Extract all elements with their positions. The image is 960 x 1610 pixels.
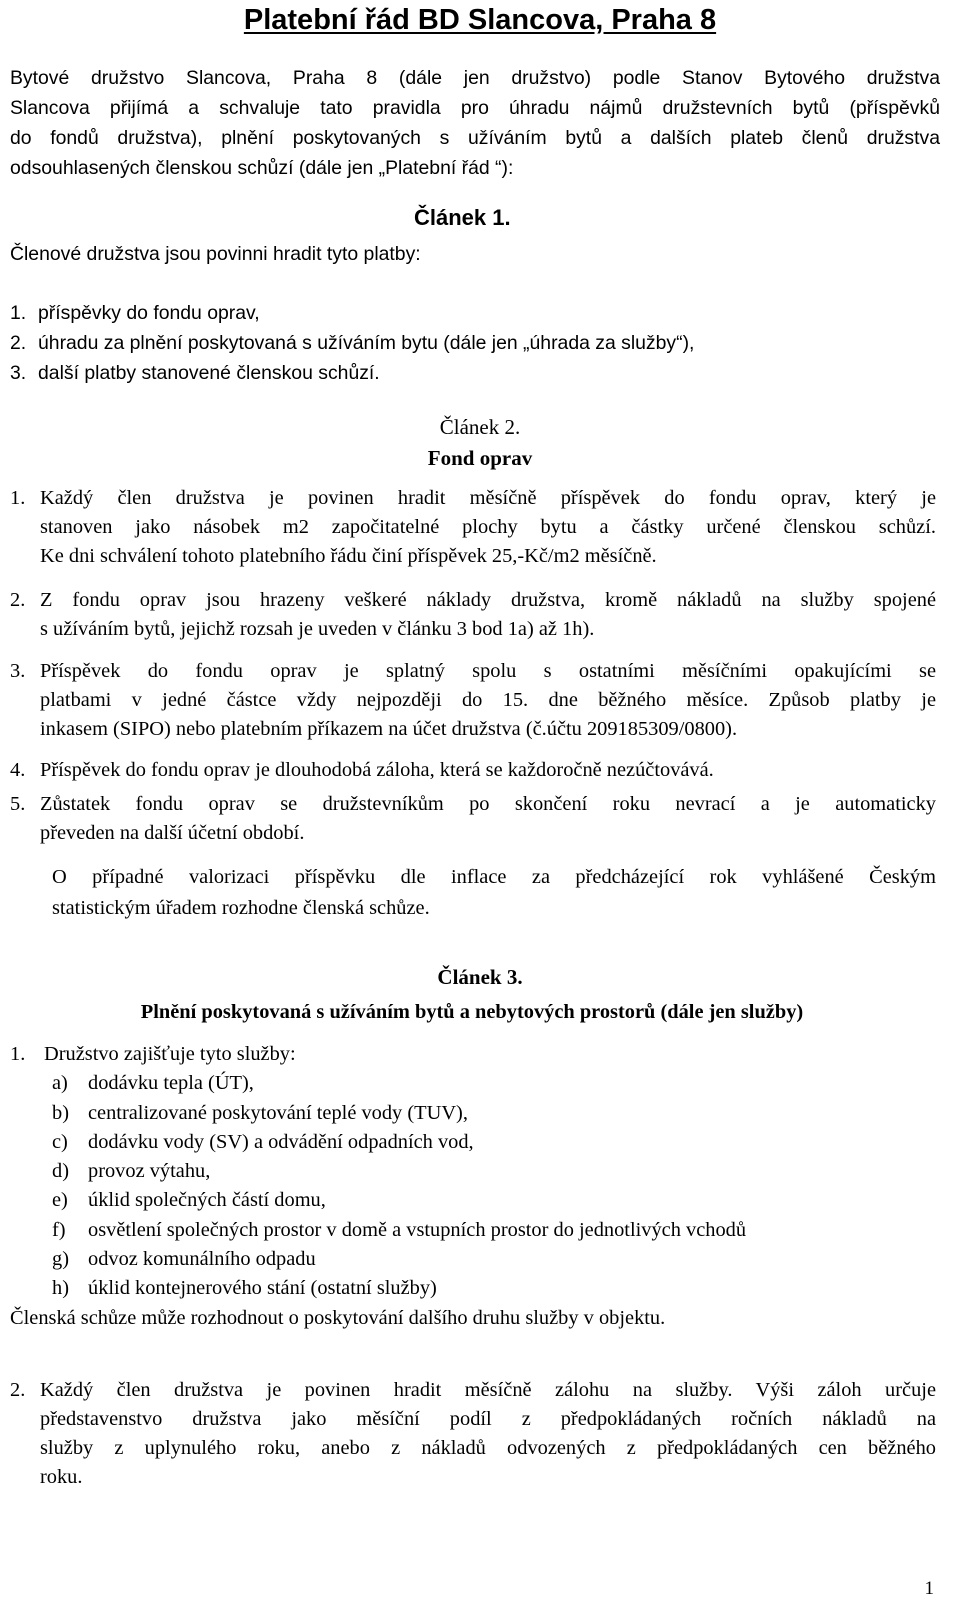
intro-line: do fondů družstva), plnění poskytovaných s užíváním bytů a dalších plateb členů družstva: [10, 127, 940, 149]
article-3-subheading: Plnění poskytovaná s užíváním bytů a nebytových prostorů (dále jen služby): [140, 1001, 804, 1023]
article-1-lead: Členové družstva jsou povinni hradit tyto platby:: [10, 243, 421, 265]
valorization-note: O případné valorizaci příspěvku dle inflace za předcházející rok vyhlášené Českým statistickým úřadem rozhodne členská schůze.: [52, 866, 936, 919]
list-item: c) dodávku vody (SV) a odvádění odpadních vod,: [52, 1130, 474, 1153]
list-item: e) úklid společných částí domu,: [52, 1189, 326, 1212]
list-item: a) dodávku tepla (ÚT),: [52, 1072, 254, 1095]
services-lead: 1. Družstvo zajišťuje tyto služby:: [10, 1043, 296, 1065]
list-item: d) provoz výtahu,: [52, 1160, 211, 1183]
payment-list: [10, 298, 694, 388]
article-1-heading: Článek 1.: [414, 205, 511, 230]
intro-paragraph: [10, 63, 940, 183]
article-2-heading: Článek 2.: [439, 415, 521, 439]
fund-paragraph-1: 1. Každý člen družstva je povinen hradit měsíčně příspěvek do fondu oprav, který je stanoven jako násobek m2 započitatelné plochy bytu a částky určené členskou schůzí. Ke dni schválení tohoto platebního řádu činí příspěvek 25,-Kč/m2 měsíčně.: [10, 487, 936, 567]
article-2-subheading: Fond oprav: [427, 446, 533, 470]
intro-line: odsouhlasených členskou schůzí (dále jen „Platební řád “):: [10, 157, 514, 179]
list-item: f) osvětlení společných prostor v domě a vstupních prostor do jednotlivých vchodů: [52, 1218, 747, 1241]
intro-line: Slancova přijímá a schvaluje tato pravidla pro úhradu nájmů družstevních bytů (příspěvků: [10, 97, 940, 119]
services-extra: Členská schůze může rozhodnout o poskytování dalšího druhu služby v objektu.: [10, 1306, 666, 1329]
list-item: g) odvoz komunálního odpadu: [52, 1248, 316, 1271]
services-paragraph-2: 2. Každý člen družstva je povinen hradit měsíčně zálohu na služby. Výši záloh určuje představenstvo družstva jako měsíční podíl z předpokládaných ročních nákladů na služby z uplynulého roku, anebo z nákladů odvozených z předpokládaných cen běžného roku.: [10, 1379, 936, 1488]
document-title: Platební řád BD Slancova, Praha 8: [243, 4, 717, 36]
page-number: 1: [924, 1578, 934, 1599]
list-item: 1. příspěvky do fondu oprav,: [10, 302, 260, 324]
list-item: 2. úhradu za plnění poskytovaná s užíváním bytu (dále jen „úhrada za služby“),: [10, 332, 695, 354]
fund-paragraph-3: 3. Příspěvek do fondu oprav je splatný spolu s ostatními měsíčními opakujícími se platbami v jedné částce vždy nejpozději do 15. dne běžného měsíce. Způsob platby je inkasem (SIPO) nebo platebním příkazem na účet družstva (č.účtu 209185309/0800).: [10, 660, 936, 740]
article-2-heading-block: [0, 412, 960, 474]
services-list: [10, 1040, 746, 1333]
fund-paragraph-4: 4. Příspěvek do fondu oprav je dlouhodobá záloha, která se každoročně nezúčtovává.: [10, 759, 714, 781]
fund-paragraph-2: 2. Z fondu oprav jsou hrazeny veškeré náklady družstva, kromě nákladů na služby spojené s užíváním bytů, jejichž rozsah je uveden v článku 3 bod 1a) až 1h).: [10, 589, 936, 640]
intro-line: Bytové družstvo Slancova, Praha 8 (dále jen družstvo) podle Stanov Bytového družstva: [10, 67, 940, 89]
list-item: 3. další platby stanovené členskou schůzí.: [10, 362, 380, 384]
list-item: h) úklid kontejnerového stání (ostatní služby): [52, 1277, 437, 1300]
list-item: b) centralizované poskytování teplé vody (TUV),: [52, 1101, 468, 1124]
article-3-heading: Článek 3.: [437, 965, 523, 989]
fund-paragraph-5: 5. Zůstatek fondu oprav se družstevníkům po skončení roku nevrací a je automaticky převeden na další účetní období.: [10, 793, 936, 844]
